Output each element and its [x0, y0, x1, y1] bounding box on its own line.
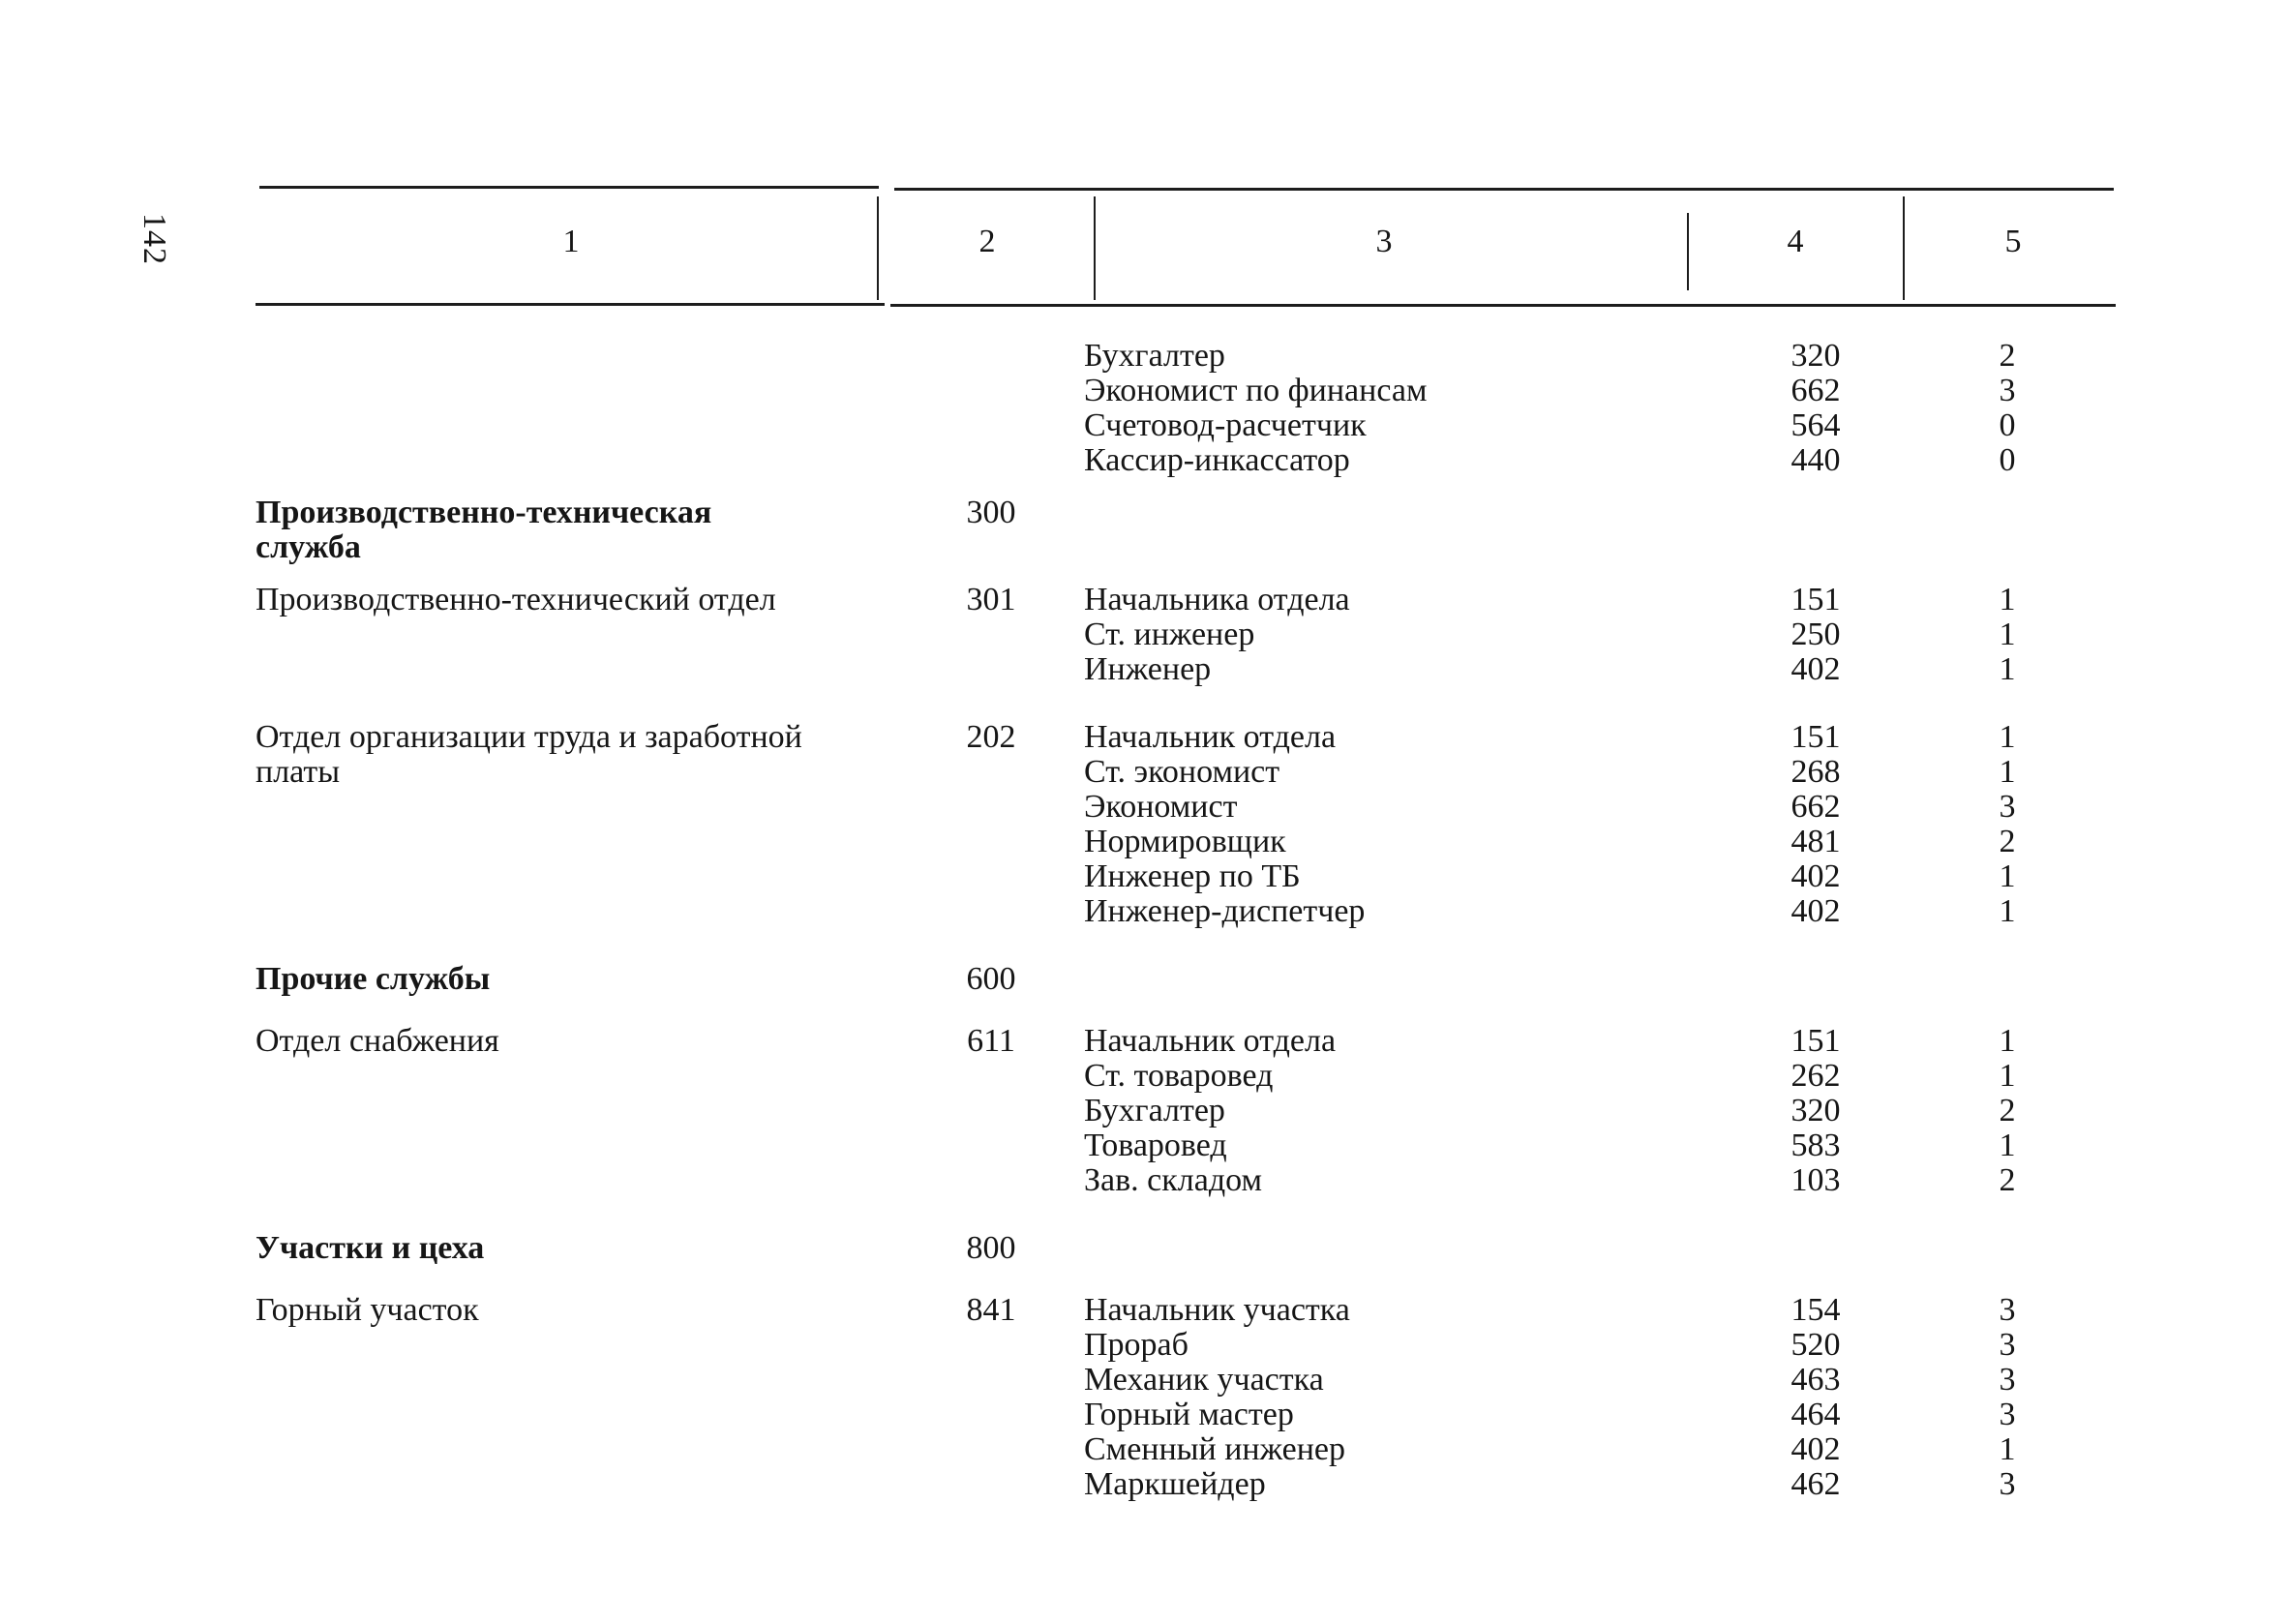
position-count: 1 [1999, 858, 2016, 894]
table-group [256, 1024, 2114, 1198]
position-count: 1 [1999, 754, 2016, 790]
position-code: 463 [1790, 1362, 1841, 1398]
table-group [256, 720, 2114, 929]
table-group [256, 1293, 2114, 1502]
table-group [256, 496, 2114, 565]
position-title: Товаровед [1084, 1128, 1227, 1163]
position-title: Механик участка [1084, 1362, 1324, 1398]
header-col-3: 3 [1375, 224, 1393, 259]
position-code: 662 [1790, 789, 1841, 825]
section-name: Горный участок [256, 1292, 479, 1328]
section-code: 841 [966, 1292, 1016, 1328]
row-gap [256, 565, 2114, 583]
header-col-1: 1 [562, 224, 580, 259]
header-col-4: 4 [1787, 224, 1804, 259]
position-count: 2 [1999, 1093, 2016, 1128]
position-count: 2 [1999, 338, 2016, 374]
position-title: Экономист по финансам [1084, 373, 1428, 408]
position-count: 1 [1999, 617, 2016, 652]
position-code: 402 [1790, 858, 1841, 894]
position-title: Бухгалтер [1084, 338, 1225, 374]
position-code: 250 [1790, 617, 1841, 652]
position-title: Ст. экономист [1084, 754, 1280, 790]
page-number: 142 [136, 213, 172, 265]
position-title: Нормировщик [1084, 824, 1286, 859]
position-count: 3 [1999, 1327, 2016, 1363]
position-title: Инженер [1084, 651, 1212, 687]
position-title: Начальника отдела [1084, 582, 1350, 617]
row-gap [256, 687, 2114, 720]
position-count: 0 [1999, 442, 2016, 478]
position-count: 1 [1999, 1128, 2016, 1163]
position-count: 3 [1999, 1466, 2016, 1502]
header-top-rule-2 [894, 188, 2114, 191]
position-count: 0 [1999, 407, 2016, 443]
section-name: Прочие службы [256, 961, 491, 997]
row-gap [256, 478, 2114, 496]
section-name: Производственно-технический отдел [256, 582, 776, 617]
row-gap [256, 1502, 2114, 1519]
position-count: 1 [1999, 893, 2016, 929]
header-col-5: 5 [2004, 224, 2022, 259]
header-divider-4 [1903, 196, 1905, 300]
position-code: 520 [1790, 1327, 1841, 1363]
position-title: Экономист [1084, 789, 1238, 825]
position-code: 103 [1790, 1162, 1841, 1198]
header-divider-2 [1094, 196, 1096, 300]
position-code: 320 [1790, 338, 1841, 374]
table-group [256, 583, 2114, 687]
header-col-2: 2 [978, 224, 996, 259]
position-count: 1 [1999, 1023, 2016, 1059]
row-gap [256, 997, 2114, 1024]
position-count: 2 [1999, 1162, 2016, 1198]
position-code: 564 [1790, 407, 1841, 443]
position-code: 262 [1790, 1058, 1841, 1094]
section-code: 600 [966, 961, 1016, 997]
position-count: 3 [1999, 373, 2016, 408]
position-code: 154 [1790, 1292, 1841, 1328]
position-title: Зав. складом [1084, 1162, 1263, 1198]
position-count: 3 [1999, 789, 2016, 825]
table-group [256, 962, 2114, 997]
position-code: 151 [1790, 582, 1841, 617]
position-title: Сменный инженер [1084, 1431, 1346, 1467]
position-title: Бухгалтер [1084, 1093, 1225, 1128]
position-code: 662 [1790, 373, 1841, 408]
row-gap [256, 929, 2114, 962]
position-count: 3 [1999, 1397, 2016, 1432]
position-code: 583 [1790, 1128, 1841, 1163]
position-code: 402 [1790, 893, 1841, 929]
position-code: 462 [1790, 1466, 1841, 1502]
row-gap [256, 1266, 2114, 1293]
position-title: Горный мастер [1084, 1397, 1294, 1432]
position-count: 1 [1999, 1431, 2016, 1467]
position-code: 151 [1790, 719, 1841, 755]
position-title: Кассир-инкассатор [1084, 442, 1350, 478]
section-code: 301 [966, 582, 1016, 617]
position-title: Счетовод-расчетчик [1084, 407, 1367, 443]
section-code: 300 [966, 495, 1016, 530]
section-name: Отдел снабжения [256, 1023, 499, 1059]
position-code: 268 [1790, 754, 1841, 790]
section-name: Отдел организации труда и заработной платы [256, 719, 802, 790]
position-count: 3 [1999, 1292, 2016, 1328]
table-group [256, 339, 2114, 478]
section-code: 202 [966, 719, 1016, 755]
row-gap [256, 1198, 2114, 1231]
section-name: Производственно-техническая служба [256, 495, 712, 565]
position-count: 3 [1999, 1362, 2016, 1398]
section-code: 800 [966, 1230, 1016, 1266]
position-count: 1 [1999, 1058, 2016, 1094]
position-title: Начальник участка [1084, 1292, 1350, 1328]
position-title: Прораб [1084, 1327, 1189, 1363]
position-count: 1 [1999, 719, 2016, 755]
position-title: Начальник отдела [1084, 1023, 1337, 1059]
staff-table [256, 339, 2114, 1519]
position-title: Инженер по ТБ [1084, 858, 1301, 894]
position-title: Маркшейдер [1084, 1466, 1266, 1502]
position-code: 151 [1790, 1023, 1841, 1059]
header-top-rule-1 [259, 186, 879, 189]
position-code: 464 [1790, 1397, 1841, 1432]
position-title: Инженер-диспетчер [1084, 893, 1366, 929]
position-count: 1 [1999, 651, 2016, 687]
position-title: Ст. товаровед [1084, 1058, 1274, 1094]
table-group [256, 1231, 2114, 1266]
header-bottom-rule-1 [256, 303, 885, 306]
position-code: 440 [1790, 442, 1841, 478]
position-code: 402 [1790, 1431, 1841, 1467]
position-code: 320 [1790, 1093, 1841, 1128]
position-title: Начальник отдела [1084, 719, 1337, 755]
header-bottom-rule-2 [890, 304, 2116, 307]
position-title: Ст. инженер [1084, 617, 1255, 652]
position-code: 402 [1790, 651, 1841, 687]
position-code: 481 [1790, 824, 1841, 859]
position-count: 1 [1999, 582, 2016, 617]
header-divider-3 [1687, 213, 1689, 290]
section-name: Участки и цеха [256, 1230, 485, 1266]
header-divider-1 [877, 196, 879, 300]
position-count: 2 [1999, 824, 2016, 859]
section-code: 611 [967, 1023, 1015, 1059]
